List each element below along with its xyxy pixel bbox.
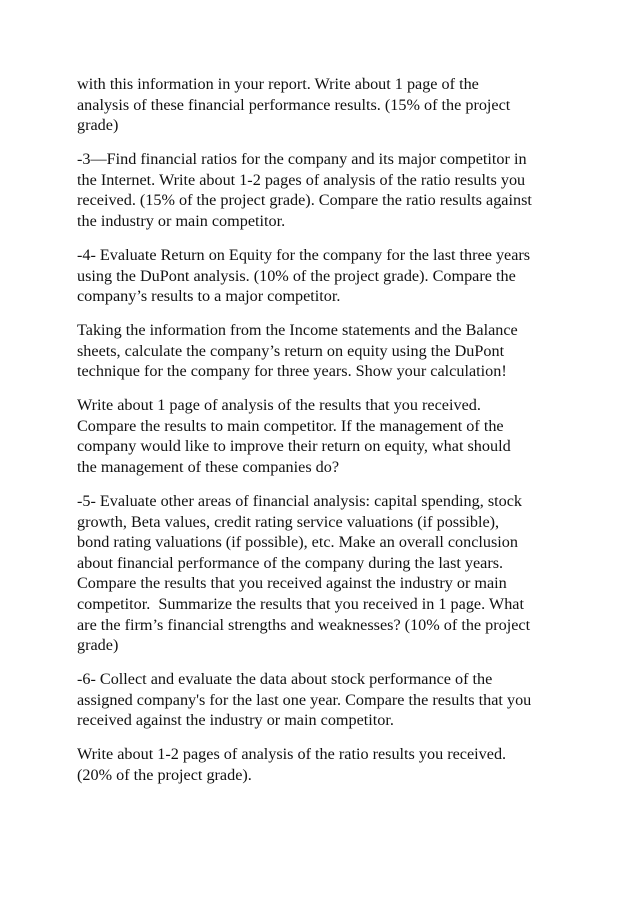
text-line: -5- Evaluate other areas of financial analysis: capital spending, stock bbox=[77, 492, 522, 511]
text-line: analysis of these financial performance results. (15% of the project bbox=[77, 95, 511, 114]
paragraph-item-5 bbox=[77, 491, 577, 656]
text-line: received. (15% of the project grade). Compare the ratio results against bbox=[77, 191, 532, 210]
document-body bbox=[77, 74, 577, 799]
paragraph-roe-analysis bbox=[77, 395, 577, 477]
text-line: technique for the company for three years. Show your calculation! bbox=[77, 362, 507, 381]
text-line: grade) bbox=[77, 636, 119, 655]
text-line: about financial performance of the company during the last years. bbox=[77, 553, 504, 572]
paragraph-dupont-instructions bbox=[77, 320, 577, 382]
text-line: the Internet. Write about 1-2 pages of analysis of the ratio results you bbox=[77, 170, 526, 189]
text-line: received against the industry or main competitor. bbox=[77, 711, 394, 730]
text-line: company’s results to a major competitor. bbox=[77, 287, 341, 306]
paragraph-item-4 bbox=[77, 245, 577, 307]
text-line: the management of these companies do? bbox=[77, 458, 340, 477]
text-line: grade) bbox=[77, 116, 119, 135]
paragraph-item-6 bbox=[77, 669, 577, 731]
text-line: -3—Find financial ratios for the company and its major competitor in bbox=[77, 150, 527, 169]
text-line: company would like to improve their return on equity, what should bbox=[77, 437, 511, 456]
text-line: using the DuPont analysis. (10% of the project grade). Compare the bbox=[77, 266, 516, 285]
text-line: (20% of the project grade). bbox=[77, 765, 252, 784]
text-line: -4- Evaluate Return on Equity for the company for the last three years bbox=[77, 245, 531, 264]
text-line: -6- Collect and evaluate the data about stock performance of the bbox=[77, 670, 493, 689]
text-line: Taking the information from the Income statements and the Balance bbox=[77, 321, 518, 340]
text-line: Compare the results to main competitor. If the management of the bbox=[77, 416, 504, 435]
text-line: Write about 1-2 pages of analysis of the ratio results you received. bbox=[77, 745, 507, 764]
text-line: the industry or main competitor. bbox=[77, 211, 286, 230]
paragraph-report-intro bbox=[77, 74, 577, 136]
text-line: competitor. Summarize the results that you received in 1 page. What bbox=[77, 595, 524, 614]
text-line: are the firm’s financial strengths and weaknesses? (10% of the project bbox=[77, 615, 531, 634]
text-line: Write about 1 page of analysis of the results that you received. bbox=[77, 396, 481, 415]
text-line: with this information in your report. Write about 1 page of the bbox=[77, 75, 479, 93]
text-line: Compare the results that you received against the industry or main bbox=[77, 574, 507, 593]
paragraph-item-3 bbox=[77, 149, 577, 231]
text-line: bond rating valuations (if possible), etc. Make an overall conclusion bbox=[77, 533, 518, 552]
text-line: sheets, calculate the company’s return on equity using the DuPont bbox=[77, 341, 505, 360]
text-line: growth, Beta values, credit rating service valuations (if possible), bbox=[77, 512, 500, 531]
text-line: assigned company's for the last one year. Compare the results that you bbox=[77, 690, 532, 709]
paragraph-final-instructions bbox=[77, 744, 577, 785]
